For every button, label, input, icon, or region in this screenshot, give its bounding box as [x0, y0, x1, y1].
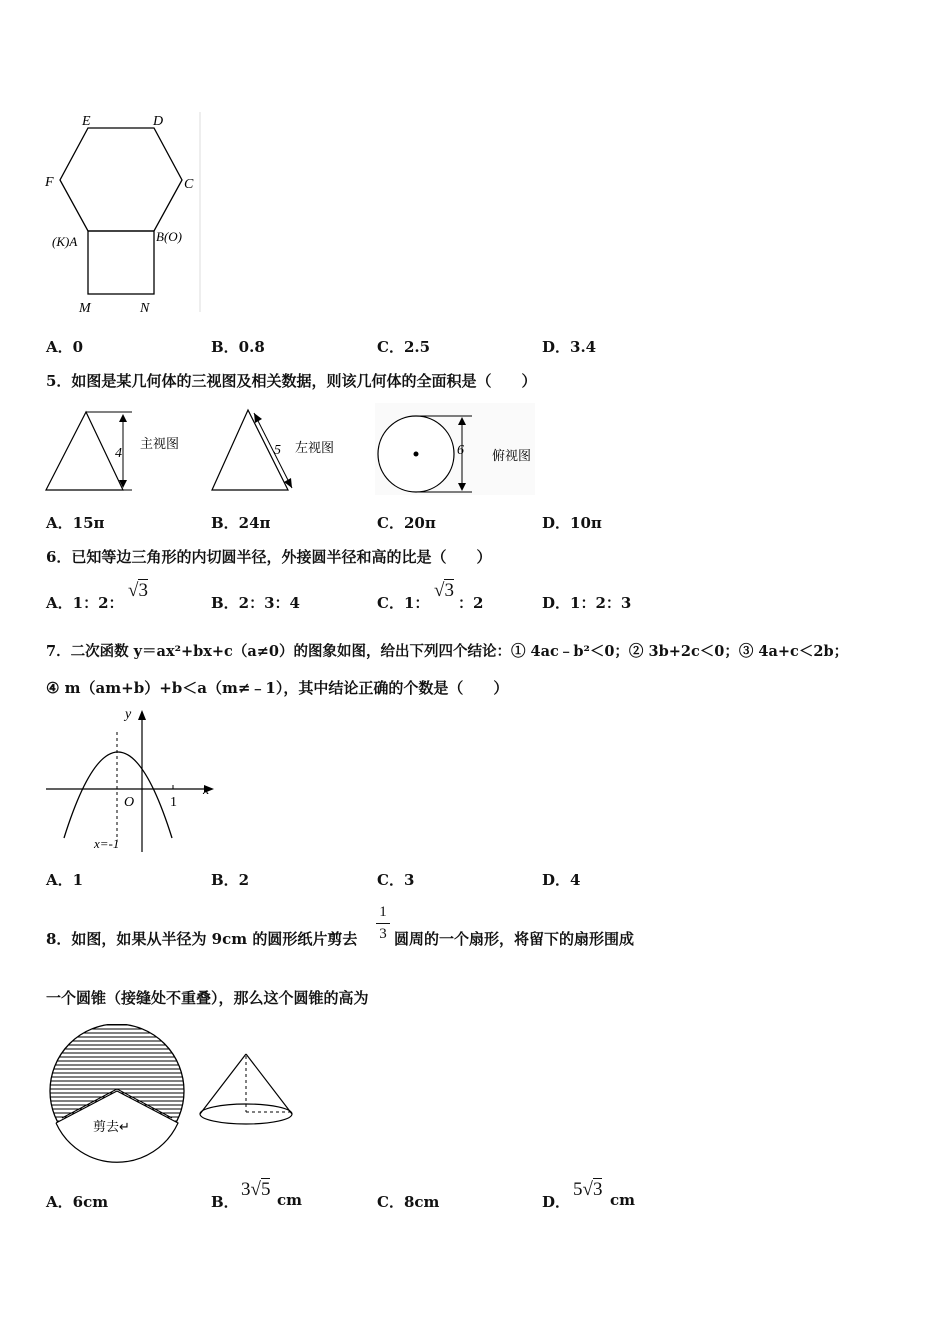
q7-option-b: B．2	[211, 871, 250, 889]
q7-stem-line1: 7．二次函数 y＝ax²+bx+c（a≠0）的图象如图，给出下列四个结论：① 4ac﹣b²＜0；② 3b+2c＜0；③ 4a+c＜2b；	[46, 643, 849, 660]
q8-option-d-value: 5√3	[573, 1179, 603, 1200]
q8-option-d-coef: 5	[573, 1179, 583, 1200]
q5-option-a: A．15π	[46, 514, 105, 532]
q7-parabola-graph	[40, 700, 225, 860]
q4-label-C: C	[184, 177, 194, 192]
q4-option-d: D．3.4	[542, 338, 597, 356]
q4-option-c: C．2.5	[377, 338, 431, 356]
q8-circle-cone-figure	[44, 1024, 304, 1164]
q8-stem-line2: 一个圆锥（接缝处不重叠），那么这个圆锥的高为	[46, 989, 369, 1007]
q6-option-c-prefix: C．1：	[377, 594, 430, 612]
q4-label-M: M	[79, 301, 91, 316]
q8-cut-label: 剪去↵	[93, 1120, 130, 1135]
q5-top-view-label: 俯视图	[492, 449, 532, 464]
q4-option-a: A．0	[46, 338, 84, 356]
q7-option-d: D．4	[542, 871, 581, 889]
q4-label-N: N	[140, 301, 150, 316]
q6-option-a-prefix: A．1：2：	[46, 594, 124, 612]
q6-option-b: B．2：3：4	[211, 594, 300, 612]
q8-option-b-value: 3√5	[241, 1179, 271, 1200]
q6-option-a-sqrt: √3	[128, 580, 148, 601]
q6-option-d: D．1：2：3	[542, 594, 632, 612]
q6-option-a	[46, 592, 124, 613]
q4-label-B: B(O)	[156, 229, 182, 244]
q8-stem-suffix: 圆周的一个扇形，将留下的扇形围成	[394, 930, 635, 948]
q5-option-c: C．20π	[377, 514, 436, 532]
q6-option-c	[377, 592, 429, 613]
q5-left-slant: 5	[274, 443, 281, 458]
q6-option-c-suffix: ：2	[458, 594, 484, 612]
q7-option-c: C．3	[377, 871, 415, 889]
q8-option-b-coef: 3	[241, 1179, 251, 1200]
q8-option-d-unit: cm	[610, 1191, 636, 1209]
q5-front-view-label: 主视图	[140, 437, 180, 452]
q7-graph-origin-label: O	[124, 795, 135, 810]
q5-option-b: B．24π	[211, 514, 271, 532]
q8-stem-prefix: 8．如图，如果从半径为 9cm 的圆形纸片剪去	[46, 930, 358, 948]
q6-option-c-sqrt: √3	[434, 580, 454, 601]
q8-fraction	[376, 903, 390, 944]
q8-option-c: C．8cm	[377, 1193, 440, 1211]
q7-graph-y-label: y	[125, 707, 132, 722]
q8-fraction-denominator: 3	[379, 926, 387, 942]
q7-graph-axis-label: x=-1	[94, 836, 120, 851]
q4-option-b: B．0.8	[211, 338, 265, 356]
q4-label-D: D	[153, 114, 164, 129]
q5-front-height: 4	[115, 446, 122, 461]
q8-fraction-numerator: 1	[379, 904, 387, 920]
q8-option-b-prefix: B．	[211, 1193, 239, 1211]
q7-graph-one-label: 1	[170, 795, 177, 810]
q5-three-views-figure	[40, 402, 540, 498]
q8-option-b-unit: cm	[277, 1191, 303, 1209]
q7-stem-line2: ④ m（am+b）+b＜a（m≠﹣1），其中结论正确的个数是（ ）	[46, 679, 509, 697]
q8-option-d-prefix: D．	[542, 1193, 571, 1211]
q5-top-diameter: 6	[457, 443, 464, 458]
q4-label-A: (K)A	[52, 234, 78, 249]
q8-option-a: A．6cm	[46, 1193, 109, 1211]
q5-left-view-label: 左视图	[295, 441, 335, 456]
q7-graph-x-label: x	[203, 783, 210, 798]
q6-option-a-radicand: 3	[138, 580, 148, 601]
q4-label-F: F	[45, 175, 54, 190]
q8-option-b-radicand: 5	[260, 1179, 271, 1200]
q6-stem: 6．已知等边三角形的内切圆半径，外接圆半径和高的比是（ ）	[46, 548, 492, 566]
q8-option-d-radicand: 3	[592, 1179, 603, 1200]
q4-hexagon-square-figure	[40, 108, 220, 318]
q5-option-d: D．10π	[542, 514, 602, 532]
q5-stem: 5．如图是某几何体的三视图及相关数据，则该几何体的全面积是（ ）	[46, 372, 537, 390]
q4-label-E: E	[82, 114, 91, 129]
q6-option-c-radicand: 3	[444, 580, 454, 601]
q7-option-a: A．1	[46, 871, 84, 889]
